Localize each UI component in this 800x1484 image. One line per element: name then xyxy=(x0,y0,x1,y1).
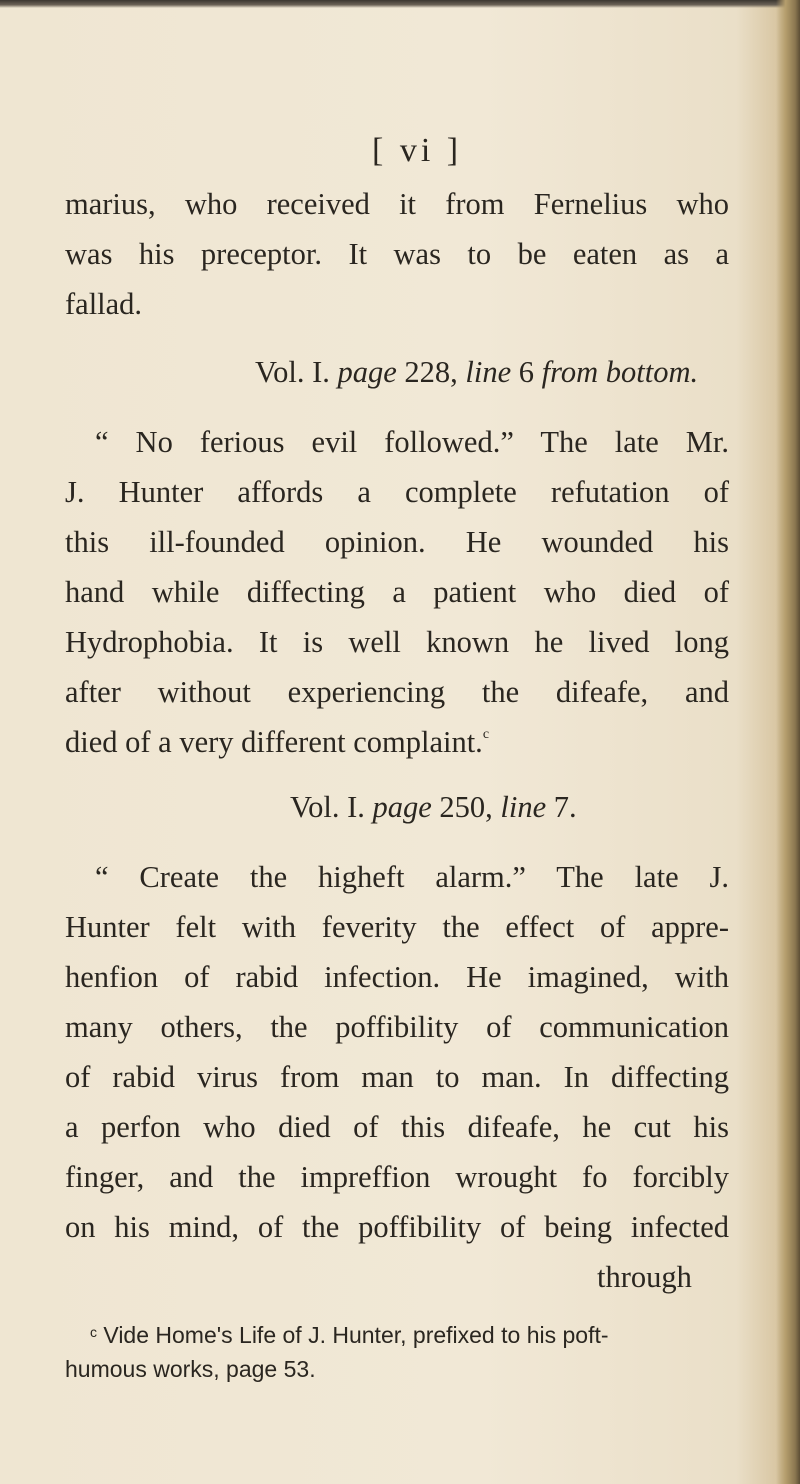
text-line: was his preceptor. It was to be eaten as a xyxy=(65,237,729,271)
text-line xyxy=(65,725,489,760)
page-number: [ vi ] xyxy=(372,132,463,169)
heading-tail: from bottom. xyxy=(541,355,699,389)
text-line: this ill-founded opinion. He wounded his xyxy=(65,525,729,559)
text-line: Hydrophobia. It is well known he lived long xyxy=(65,625,729,659)
text-line: finger, and the impreffion wrought fo forcibly xyxy=(65,1160,729,1194)
heading-line-word: line xyxy=(500,790,547,824)
footnote-text: Vide Home's Life of J. Hunter, prefixed to his poft- xyxy=(103,1322,609,1348)
footnote-line: humous works, page 53. xyxy=(65,1356,316,1382)
heading-page-word: page xyxy=(337,355,397,389)
page-binding-edge xyxy=(776,0,800,1484)
reference-heading xyxy=(255,355,698,390)
heading-page-num: 250, xyxy=(439,790,493,824)
text-line: of rabid virus from man to man. In diffecting xyxy=(65,1060,729,1094)
heading-page-word: page xyxy=(372,790,432,824)
text-line: henfion of rabid infection. He imagined, with xyxy=(65,960,729,994)
heading-vol: Vol. I. xyxy=(255,355,330,389)
text-line: on his mind, of the poffibility of being infected xyxy=(65,1210,729,1244)
text-line-content: died of a very different complaint. xyxy=(65,725,483,759)
heading-line-num: 6 xyxy=(518,355,535,389)
text-line: fallad. xyxy=(65,287,143,321)
text-line: “ Create the higheft alarm.” The late J. xyxy=(95,860,729,894)
text-line: after without experiencing the difeafe, and xyxy=(65,675,729,709)
heading-line-num: 7. xyxy=(553,790,577,824)
page-top-edge xyxy=(0,0,800,8)
text-line: marius, who received it from Fernelius who xyxy=(65,187,729,221)
text-line: J. Hunter affords a complete refutation of xyxy=(65,475,729,509)
heading-vol: Vol. I. xyxy=(290,790,365,824)
text-line: hand while diffecting a patient who died of xyxy=(65,575,729,609)
footnote-mark: c xyxy=(90,1324,97,1340)
reference-heading xyxy=(290,790,577,825)
footnote-line xyxy=(90,1322,609,1349)
footnote-ref: c xyxy=(482,727,490,742)
heading-page-num: 228, xyxy=(404,355,458,389)
text-line: Hunter felt with feverity the effect of appre- xyxy=(65,910,729,944)
text-line: many others, the poffibility of communication xyxy=(65,1010,729,1044)
heading-line-word: line xyxy=(465,355,512,389)
text-line: “ No ferious evil followed.” The late Mr. xyxy=(95,425,729,459)
catchword: through xyxy=(597,1260,692,1294)
text-line: a perfon who died of this difeafe, he cut his xyxy=(65,1110,729,1144)
